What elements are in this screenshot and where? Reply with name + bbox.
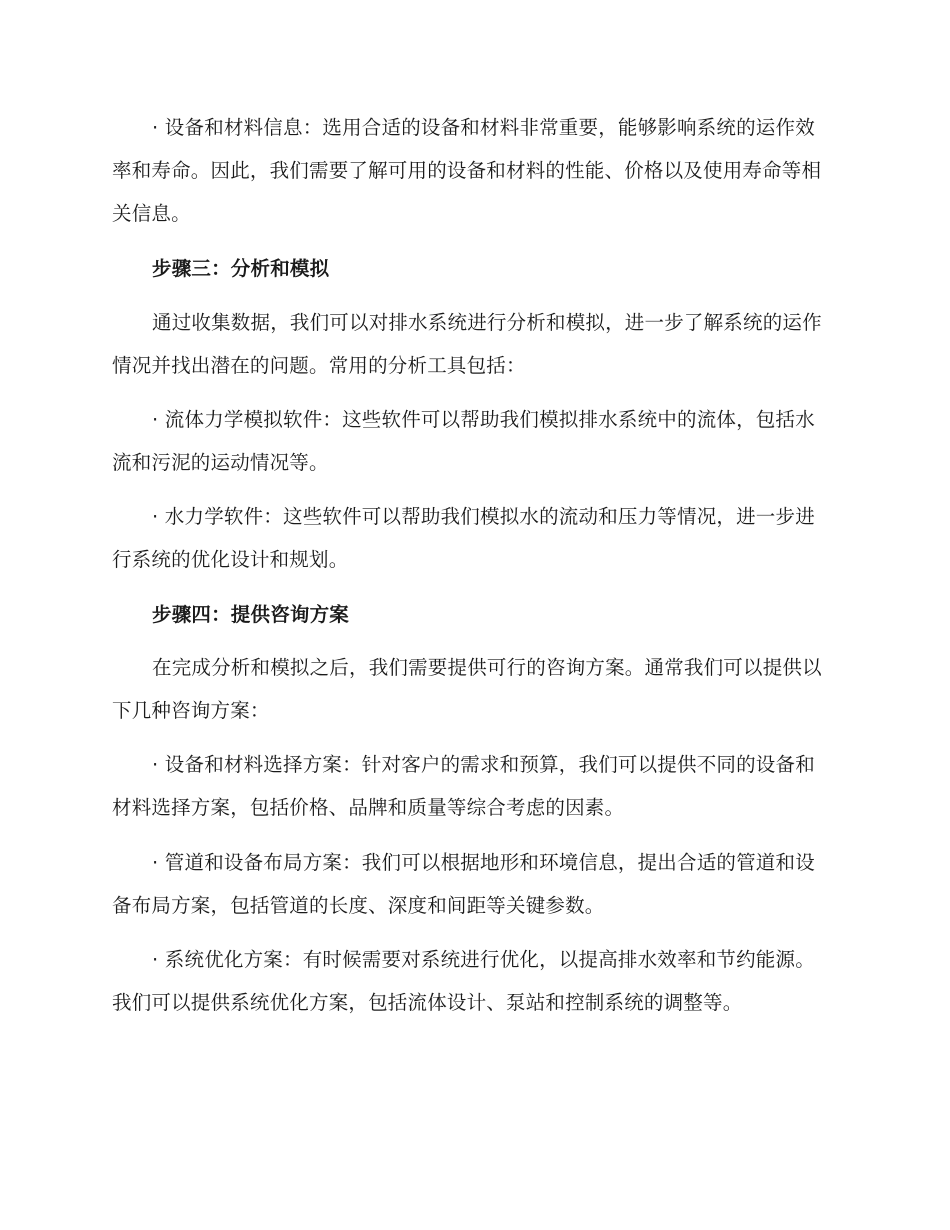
paragraph-consulting-intro: 在完成分析和模拟之后，我们需要提供可行的咨询方案。通常我们可以提供以下几种咨询方案： bbox=[112, 656, 822, 722]
heading-step-four: 步骤四：提供咨询方案 bbox=[152, 603, 350, 626]
paragraph-equipment-materials-info: · 设备和材料信息：选用合适的设备和材料非常重要，能够影响系统的运作效率和寿命。因此，我们需要了解可用的设备和材料的性能、价格以及使用寿命等相关信息。 bbox=[112, 116, 822, 225]
paragraph-equipment-selection-plan: · 设备和材料选择方案：针对客户的需求和预算，我们可以提供不同的设备和材料选择方案，包括价格、品牌和质量等综合考虑的因素。 bbox=[112, 753, 815, 819]
paragraph-hydraulics-software: · 水力学软件：这些软件可以帮助我们模拟水的流动和压力等情况，进一步进行系统的优化设计和规划。 bbox=[112, 505, 815, 571]
heading-step-three: 步骤三：分析和模拟 bbox=[152, 257, 330, 280]
paragraph-fluid-dynamics-software: · 流体力学模拟软件：这些软件可以帮助我们模拟排水系统中的流体，包括水流和污泥的运动情况等。 bbox=[112, 408, 815, 474]
paragraph-system-optimization-plan: · 系统优化方案：有时候需要对系统进行优化，以提高排水效率和节约能源。我们可以提供系统优化方案，包括流体设计、泵站和控制系统的调整等。 bbox=[112, 948, 815, 1014]
paragraph-pipeline-layout-plan: · 管道和设备布局方案：我们可以根据地形和环境信息，提出合适的管道和设备布局方案，包括管道的长度、深度和间距等关键参数。 bbox=[112, 851, 815, 917]
paragraph-analysis-intro: 通过收集数据，我们可以对排水系统进行分析和模拟，进一步了解系统的运作情况并找出潜在的问题。常用的分析工具包括： bbox=[112, 311, 822, 377]
